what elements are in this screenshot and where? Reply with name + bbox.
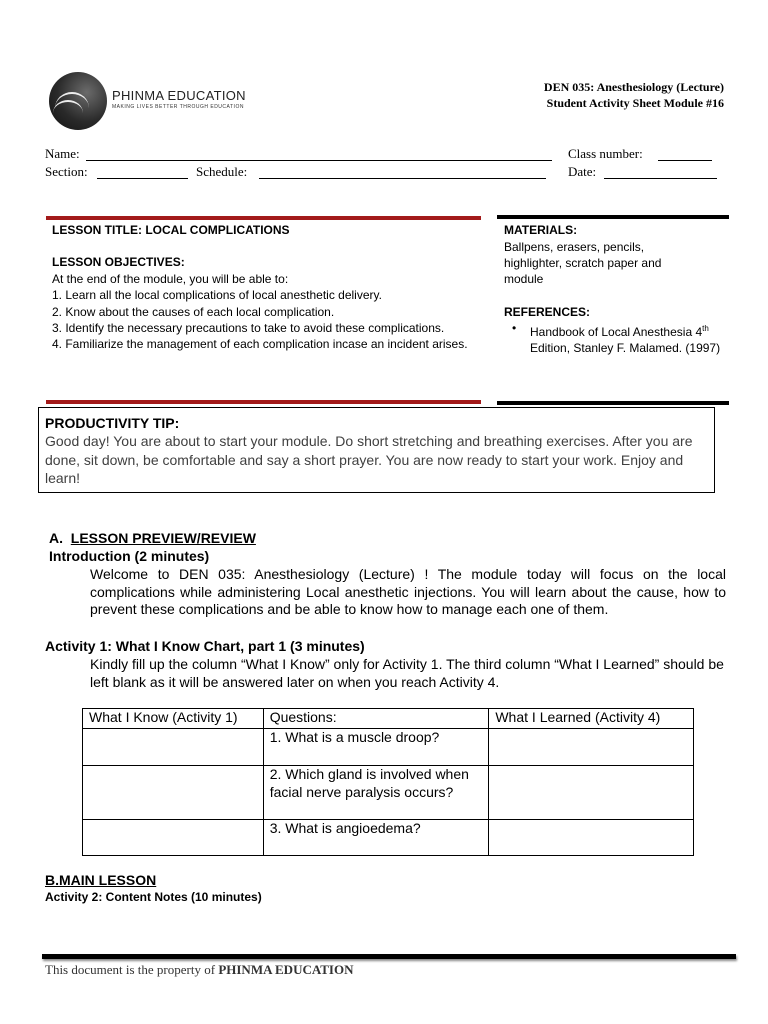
table-row: [83, 820, 694, 856]
table-row: [83, 729, 694, 766]
module-line: Student Activity Sheet Module #16: [546, 96, 724, 110]
objective-item: 3. Identify the necessary precautions to take to avoid these complications.: [52, 320, 445, 335]
column-header-what-i-learned: What I Learned (Activity 4): [489, 709, 694, 729]
brand-name: PHINMA EDUCATION: [112, 88, 246, 103]
phinma-logo-icon: [49, 72, 107, 130]
name-field[interactable]: [86, 147, 552, 161]
footer-text: This document is the property of PHINMA EDUCATION: [45, 962, 354, 977]
what-i-know-cell[interactable]: [83, 729, 264, 766]
objective-item: 2. Know about the causes of each local complication.: [52, 304, 335, 319]
productivity-heading: PRODUCTIVITY TIP:: [45, 415, 180, 431]
materials-heading: MATERIALS:: [504, 223, 578, 237]
objectives-list: [52, 271, 476, 352]
activity1-text: Kindly fill up the column “What I Know” only for Activity 1. The third column “What I Learned” should be left blank as it will be answered later on when you reach Activity 4.: [90, 656, 724, 690]
what-i-learned-cell[interactable]: [489, 820, 694, 856]
question-cell: 2. Which gland is involved when facial nerve paralysis occurs?: [263, 766, 489, 820]
date-label: Date:: [568, 164, 597, 179]
what-i-learned-cell[interactable]: [489, 729, 694, 766]
objective-item: 4. Familiarize the management of each complication incase an incident arises.: [52, 337, 468, 352]
class-number-field[interactable]: [658, 147, 712, 161]
table-header-row: [83, 709, 694, 729]
productivity-text: Good day! You are about to start your module. Do short stretching and breathing exercises. After you are done, sit down, be comfortable and say a short prayer. You are now ready to start your work. Enjoy and learn!: [45, 433, 693, 486]
lesson-title: LESSON TITLE: LOCAL COMPLICATIONS: [52, 223, 290, 237]
schedule-field[interactable]: [259, 165, 546, 179]
lesson-bottom-divider: [46, 400, 481, 404]
course-line: DEN 035: Anesthesiology (Lecture): [543, 80, 724, 94]
class-number-label: Class number:: [568, 146, 643, 161]
column-header-questions: Questions:: [263, 709, 489, 729]
section-label: Section:: [45, 164, 88, 179]
question-cell: 1. What is a muscle droop?: [263, 729, 489, 766]
column-header-what-i-know: What I Know (Activity 1): [83, 709, 264, 729]
objectives-heading: LESSON OBJECTIVES:: [52, 255, 185, 269]
reference-item: Handbook of Local Anesthesia 4th Edition, Stanley F. Malamed. (1997): [530, 324, 721, 355]
introduction-text: Welcome to DEN 035: Anesthesiology (Lecture) ! The module today will focus on the local complications while administering Local anesthetic injections. You will learn about the cause, how to prevent these complications and be able to know how to manage each one of them.: [90, 566, 726, 617]
schedule-label: Schedule:: [196, 164, 248, 179]
references-heading: REFERENCES:: [504, 305, 591, 319]
objective-item: 1. Learn all the local complications of local anesthetic delivery.: [52, 288, 382, 303]
section-field[interactable]: [97, 165, 188, 179]
section-a-heading: A. LESSON PREVIEW/REVIEW: [49, 530, 256, 546]
what-i-learned-cell[interactable]: [489, 766, 694, 820]
materials-bottom-divider: [497, 401, 729, 405]
materials-top-divider: [497, 215, 729, 219]
table-row: [83, 766, 694, 820]
what-i-know-chart: [82, 708, 694, 856]
date-field[interactable]: [604, 165, 717, 179]
materials-text: Ballpens, erasers, pencils, highlighter, scratch paper and module: [504, 240, 662, 286]
course-header: [544, 79, 724, 111]
introduction-heading: Introduction (2 minutes): [49, 548, 210, 564]
activity2-heading: Activity 2: Content Notes (10 minutes): [45, 890, 262, 904]
lesson-top-divider: [46, 216, 481, 220]
what-i-know-cell[interactable]: [83, 820, 264, 856]
bullet-icon: •: [512, 321, 517, 335]
section-b-heading: B.MAIN LESSON: [45, 872, 157, 888]
activity1-heading: Activity 1: What I Know Chart, part 1 (3 minutes): [45, 638, 365, 654]
brand-tagline: MAKING LIVES BETTER THROUGH EDUCATION: [112, 104, 244, 110]
objectives-intro: At the end of the module, you will be able to:: [52, 272, 289, 286]
question-cell: 3. What is angioedema?: [263, 820, 489, 856]
footer-divider: [42, 954, 736, 959]
name-label: Name:: [45, 146, 80, 161]
what-i-know-cell[interactable]: [83, 766, 264, 820]
